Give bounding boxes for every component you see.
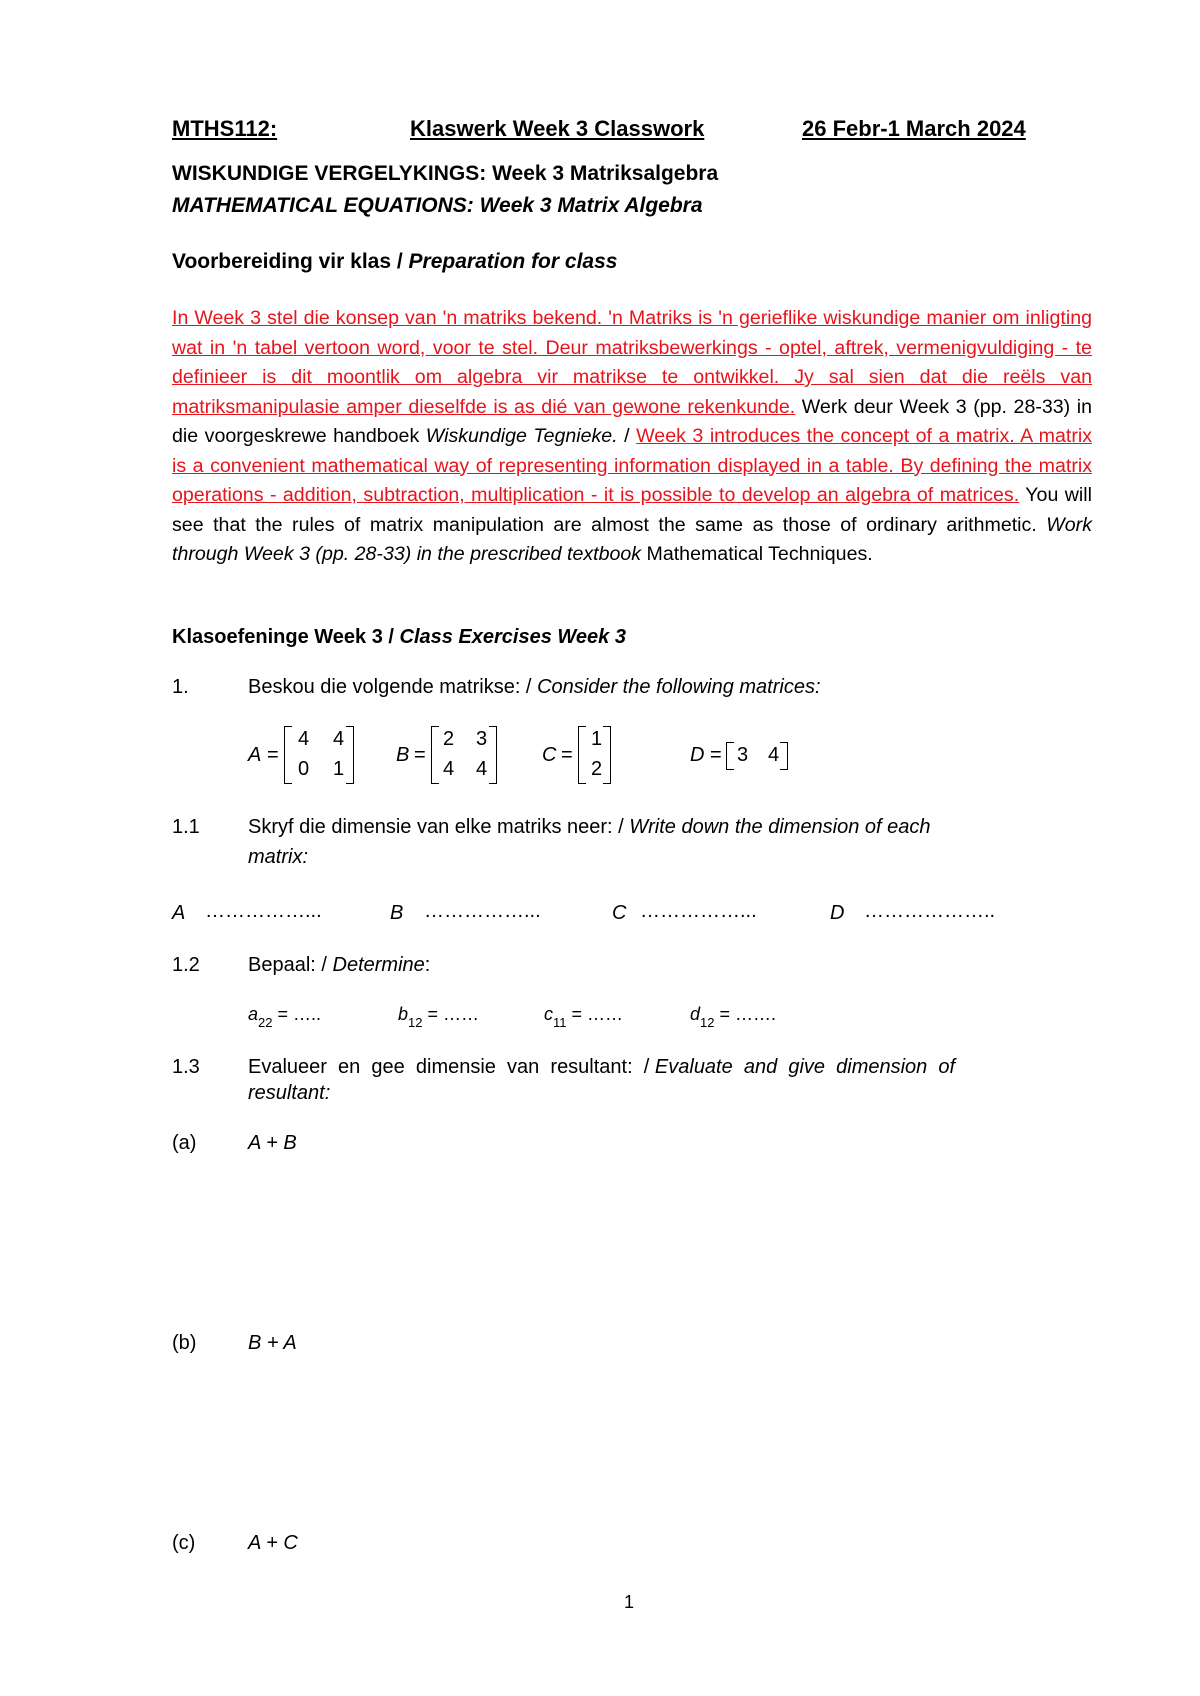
intro-paragraph [172,304,1092,570]
q11-text [248,816,1092,839]
q1-af: Beskou die volgende matrikse: / [248,676,532,698]
q12-colon: : [424,954,431,976]
q12-item-d12 [690,1004,776,1030]
intro-italic-en: Work through Week 3 (pp. 28-33) in the prescribed textbook [172,513,1092,565]
matrix-a-left-bracket [284,726,292,784]
matrix-a-eq: = [267,744,279,766]
matrix-b-cell: 2 [443,728,455,750]
matrix-a-right-bracket [346,726,354,784]
matrix-d-eq: = [710,744,722,766]
q12-subscript: 12 [408,1015,423,1030]
matrix-b-cell: 4 [443,758,455,780]
q1-en: Consider the following matrices: [537,676,821,698]
intro-red-af: In Week 3 stel die konsep van 'n matriks bekend. 'n Matriks is 'n gerieflike wiskundige manier om inligting wat in 'n tabel vertoon word, voor te stel. Deur matriksbewerkings - optel, aftrek, vermenigvuldiging - te definieer is dit moontlik om algebra vir matrikse te ontwikkel. Jy sal sien dat die reëls van matriksmanipulasie amper dieselfde is as dié van gewone rekenkunde. [172,307,1092,418]
matrix-c-eq: = [561,744,573,766]
matrix-c-name: C [542,744,557,766]
q12-item-a22 [248,1004,321,1030]
q12-blank[interactable]: = …… [566,1004,624,1024]
q13-number: 1.3 [172,1056,200,1078]
q12-var: a [248,1004,259,1024]
q13-af: Evalueer en gee dimensie van resultant: / [248,1056,650,1078]
q12-en: Determine [332,954,425,976]
prep-af: Voorbereiding vir klas / [172,250,403,273]
part-b-label: (b) [172,1332,197,1354]
q12-var: b [398,1004,409,1024]
q13-text [248,1056,955,1079]
matrix-d-left-bracket [726,742,734,770]
matrix-b-eq: = [414,744,426,766]
q11-number: 1.1 [172,816,200,838]
q12-var: c [544,1004,553,1024]
matrix-d-cell: 3 [737,744,749,766]
q12-item-c11 [544,1004,624,1030]
header-title: Klaswerk Week 3 Classwork [410,116,705,141]
q12-number: 1.2 [172,954,200,976]
matrix-a-name: A [248,744,262,766]
part-c-label: (c) [172,1532,196,1554]
q11-af: Skryf die dimensie van elke matriks neer: / [248,816,624,838]
answer-a-label: A [172,902,186,924]
heading-en: MATHEMATICAL EQUATIONS: Week 3 Matrix Algebra [172,194,703,217]
matrix-d-right-bracket [780,742,788,770]
prep-heading [172,250,617,274]
matrix-c-cell: 2 [591,758,603,780]
matrix-d-name: D [690,744,705,766]
answer-b-blank[interactable]: ……………... [424,900,541,922]
intro-black-en: You will see that the rules of matrix manipulation are almost the same as those of ordinary arithmetic. [172,484,1092,536]
q12-subscript: 12 [700,1015,715,1030]
answer-c-blank[interactable]: ……………... [640,900,757,922]
matrix-a-cell: 1 [333,758,345,780]
q12-blank[interactable]: = …… [422,1004,479,1024]
answer-a-blank[interactable]: ……………... [205,900,322,922]
q12-var: d [690,1004,701,1024]
q1-text [248,676,821,699]
q12-subscript: 11 [553,1015,567,1030]
q12-subscript: 22 [258,1015,273,1030]
intro-red-en: Week 3 introduces the concept of a matrix. A matrix is a convenient mathematical way of representing information displayed in a table. By defining the matrix operations - addition, subtraction, multiplication - it is possible to develop an algebra of matrices. [172,425,1092,506]
matrix-a-cell: 4 [333,728,345,750]
matrix-a-cell: 4 [298,728,310,750]
matrix-c-right-bracket [603,726,611,784]
page-number: 1 [624,1592,635,1612]
matrix-a-cell: 0 [298,758,310,780]
answer-d-blank[interactable]: ……………….. [864,900,996,922]
prep-en: Preparation for class [408,250,618,273]
heading-af: WISKUNDIGE VERGELYKINGS: Week 3 Matriksalgebra [172,162,719,185]
intro-black-af: Werk deur Week 3 (pp. 28-33) in die voorgeskrewe handboek [172,395,1092,447]
exercises-title-af: Klasoefeninge Week 3 / [172,626,394,648]
header-dates: 26 Febr-1 March 2024 [802,116,1026,141]
q12-text [248,954,430,977]
q13-en-2: resultant: [248,1082,331,1104]
matrix-d-cell: 4 [768,744,780,766]
intro-book-af: Wiskundige Tegnieke. [425,425,618,447]
matrix-c-left-bracket [578,726,586,784]
q11-en-2: matrix: [248,846,308,868]
q11-en-1: Write down the dimension of each [629,816,931,838]
q1-number: 1. [172,676,189,698]
matrix-b-cell: 3 [476,728,488,750]
q12-af: Bepaal: / [248,954,327,976]
matrix-b-left-bracket [431,726,439,784]
q13-en-1: Evaluate and give dimension of [654,1056,956,1078]
part-c-expr: A + C [248,1532,298,1554]
matrix-b-cell: 4 [476,758,488,780]
answer-d-label: D [830,902,845,924]
part-b-expr: B + A [248,1332,297,1354]
part-a-expr: A + B [248,1132,297,1154]
exercises-title [172,626,626,649]
answer-b-label: B [390,902,404,924]
intro-book-en: Mathematical Techniques. [641,543,873,565]
part-a-label: (a) [172,1132,197,1154]
q12-blank[interactable]: = ….. [272,1004,321,1024]
answer-c-label: C [612,902,627,924]
matrix-b-right-bracket [489,726,497,784]
q12-blank[interactable]: = ……. [714,1004,776,1024]
matrix-c-cell: 1 [591,728,603,750]
matrix-b-name: B [396,744,410,766]
q12-item-b12 [398,1004,479,1030]
course-code: MTHS112: [172,116,278,141]
exercises-title-en: Class Exercises Week 3 [399,626,626,648]
intro-slash: / [617,425,637,447]
